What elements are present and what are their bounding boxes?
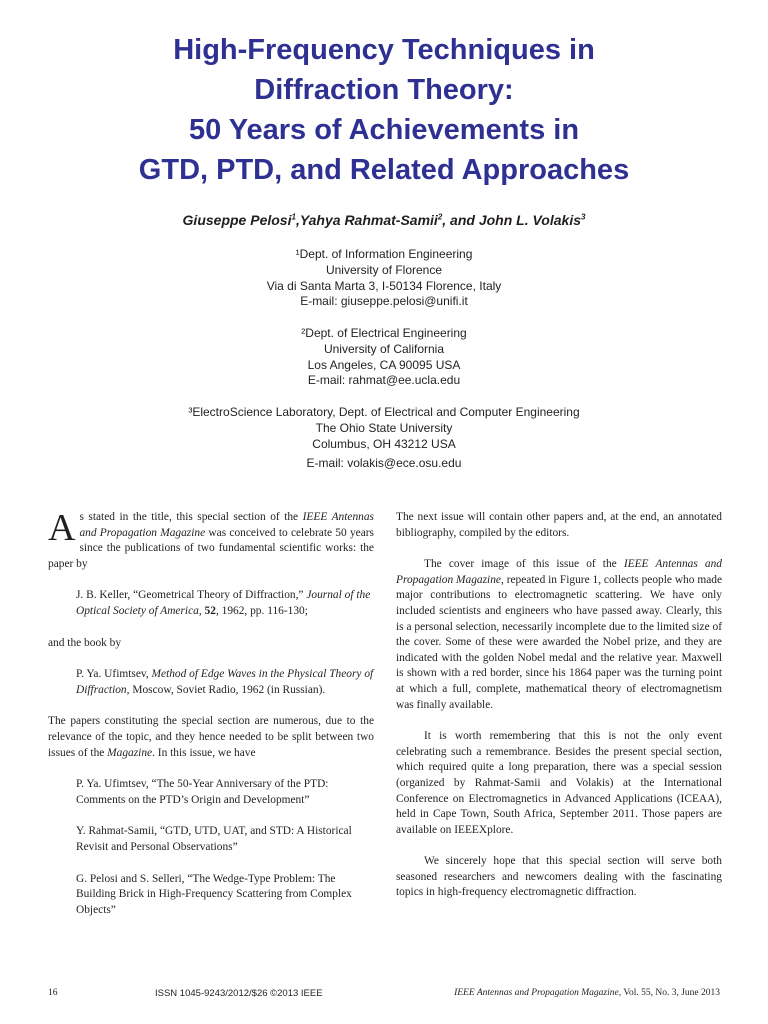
book-title: Method of Edge Waves in the Physical Theory of Diffraction (76, 668, 374, 696)
affiliation-3 (0, 405, 768, 472)
title-line: GTD, PTD, and Related Approaches (138, 154, 630, 186)
journal-name: Journal of the Optical Society of America (76, 589, 371, 617)
text-run: J. B. Keller, “Geometrical Theory of Diffraction,” (76, 589, 307, 602)
author-name: , and John L. Volakis (442, 212, 581, 228)
affiliation-line: Columbus, OH 43212 USA (312, 436, 456, 451)
author-sup: 3 (581, 212, 586, 222)
paper-title (0, 30, 768, 190)
text-run: . In this issue, we have (152, 746, 256, 759)
title-line: 50 Years of Achievements in (188, 114, 580, 146)
papers-paragraph (48, 714, 374, 761)
drop-cap: A (48, 507, 76, 549)
author-list (0, 212, 768, 228)
text-run: , (198, 604, 205, 617)
volume-number: 52 (204, 604, 216, 617)
title-line: Diffraction Theory: (254, 74, 514, 106)
cover-image-paragraph (396, 557, 722, 713)
author-name: ,Yahya Rahmat-Samii (295, 212, 438, 228)
text-run: , Moscow, Soviet Radio, 1962 (in Russian). (126, 683, 326, 696)
text-run: The cover image of this issue of the (424, 558, 624, 571)
magazine-name: Magazine (107, 746, 153, 759)
author-sup: 2 (437, 212, 443, 222)
reference-keller (48, 588, 374, 619)
magazine-name: IEEE Antennas and Propagation Magazine (396, 558, 723, 586)
affiliation-line: University of Florence (325, 262, 443, 277)
text-run: The papers constituting the special section are numerous, due to the relevance of the topic, and they hence needed to be split between two issues of the (48, 715, 374, 759)
paper-list-item: P. Ya. Ufimtsev, “The 50-Year Anniversary of the PTD: Comments on the PTD’s Origin and Development” (76, 778, 329, 806)
right-column (396, 510, 722, 901)
author-name: Giuseppe Pelosi (182, 212, 292, 228)
text-run: s stated in the title, this special section of the (79, 511, 303, 523)
affiliation-2 (0, 326, 768, 389)
journal-name: IEEE Antennas and Propagation Magazine (454, 988, 619, 998)
magazine-name: IEEE Antennas and Propagation Magazine (79, 511, 374, 539)
text-run: , 1962, pp. 116-130; (215, 604, 308, 617)
page-footer (0, 988, 768, 1004)
email-link[interactable]: E-mail: giuseppe.pelosi@unifi.it (300, 294, 468, 309)
issue-info: , Vol. 55, No. 3, June 2013 (618, 988, 720, 998)
paper-list-item: Y. Rahmat-Samii, “GTD, UTD, UAT, and STD: A Historical Revisit and Personal Observations” (76, 825, 352, 853)
intro-paragraph (48, 507, 374, 572)
email-link[interactable]: E-mail: rahmat@ee.ucla.edu (307, 373, 461, 388)
journal-citation (454, 988, 720, 998)
affiliation-line: The Ohio State University (315, 420, 453, 435)
affiliation-line: ³ElectroScience Laboratory, Dept. of Electrical and Computer Engineering (188, 405, 580, 419)
email-link[interactable]: E-mail: volakis@ece.osu.edu (306, 456, 462, 471)
affiliation-line: ²Dept. of Electrical Engineering (301, 326, 467, 340)
left-column (48, 507, 374, 918)
affiliation-line: Via di Santa Marta 3, I-50134 Florence, Italy (266, 278, 502, 293)
affiliation-line: Los Angeles, CA 90095 USA (307, 357, 461, 372)
paper-list-item: G. Pelosi and S. Selleri, “The Wedge-Type Problem: The Building Brick in High-Frequency Scattering from Complex Objects” (76, 872, 352, 916)
text-run: P. Ya. Ufimtsev, (76, 668, 152, 681)
page-number: 16 (48, 988, 58, 998)
event-paragraph: It is worth remembering that this is not the only event celebrating such a remembrance. Besides the present special section, which required quite a long preparation, there was a special session (organized by Rahmat-Samii and Volakis) at the International Conference on Electromagnetics in Advanced Applications (ICEAA), held in Cape Town, South Africa, September 2011. Those papers are available on IEEEXplore. (396, 730, 722, 836)
author-sup: 1 (291, 212, 296, 222)
connector-text: and the book by (48, 636, 122, 649)
affiliation-1 (0, 247, 768, 310)
affiliation-line: ¹Dept. of Information Engineering (295, 247, 473, 261)
affiliation-line: University of California (323, 341, 445, 356)
text-run: was conceived to celebrate 50 years since the publications of two fundamental scientific works: the paper by (48, 526, 374, 570)
reference-ufimtsev (48, 667, 374, 698)
title-line: High-Frequency Techniques in (173, 34, 595, 66)
next-issue-paragraph: The next issue will contain other papers and, at the end, an annotated bibliography, compiled by the editors. (396, 511, 722, 539)
text-run: , repeated in Figure 1, collects people who made major contributions to electromagnetic scattering. We have only included scientists and engineers who have passed away. Clearly, this is a personal selection, necessarily incomplete due to the limited size of the cover. Some of these were awarded the Nobel prize, and they are indicated with the golden Nobel medal and the relative year. Maxwell is shown with a red border, since his 1864 paper was the turning point at which a full, complete, mathematical theory of electromagnetism was finally available. (396, 573, 722, 711)
issn-notice: ISSN 1045-9243/2012/$26 ©2013 IEEE (155, 988, 323, 999)
closing-paragraph: We sincerely hope that this special section will serve both seasoned researchers and newcomers dealing with the fascinating topics in high-frequency electromagnetic diffraction. (396, 855, 722, 899)
